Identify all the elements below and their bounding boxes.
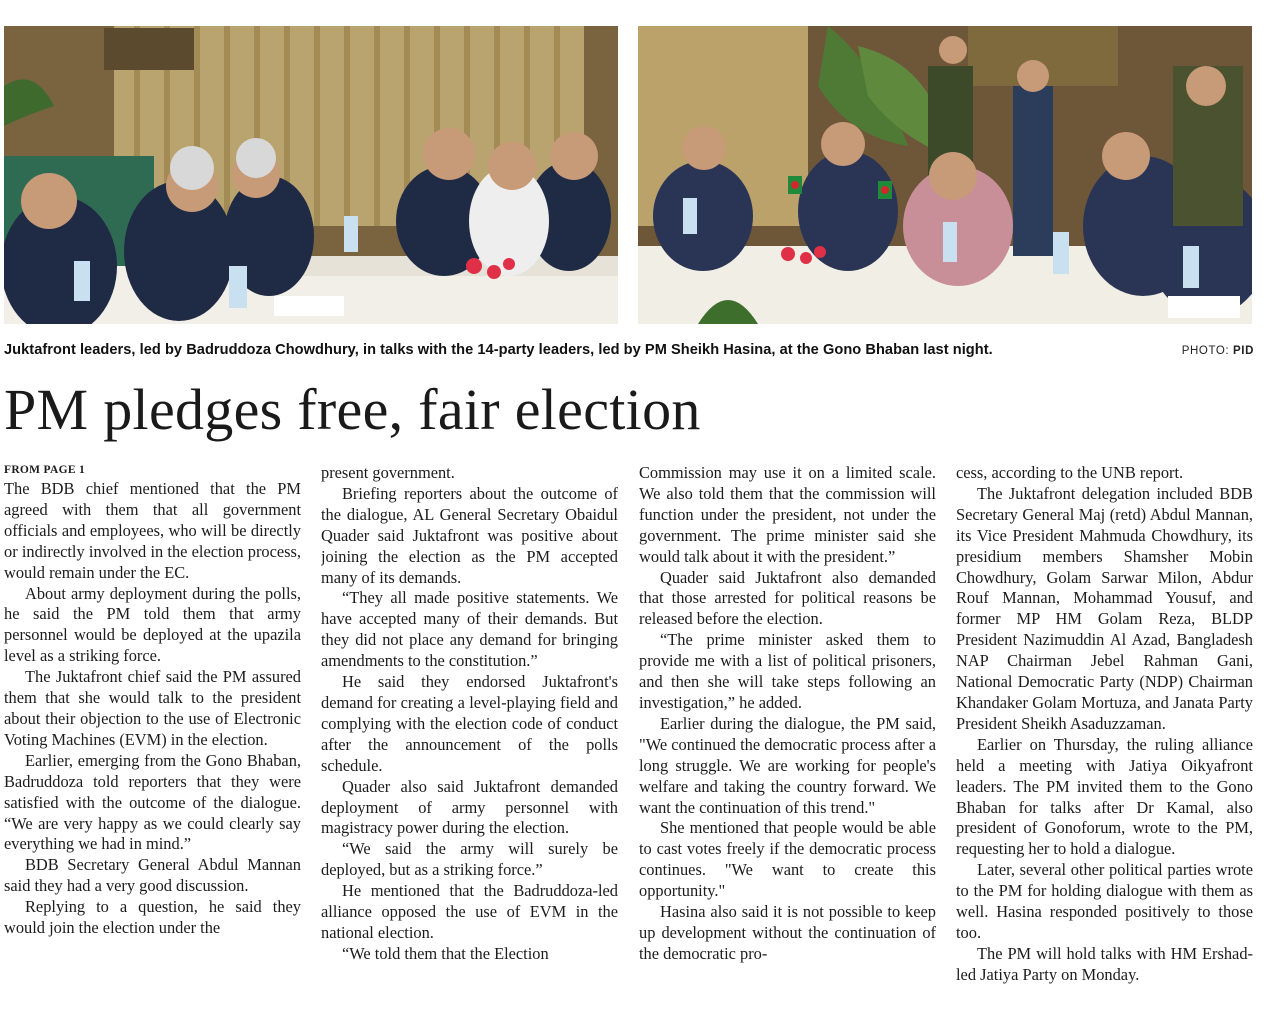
article-column-4 xyxy=(956,463,1253,1033)
paragraph: He mentioned that the Badruddoza-led alliance opposed the use of EVM in the national election. xyxy=(321,881,618,942)
photo-credit-prefix: PHOTO: xyxy=(1181,345,1234,357)
paragraph: “We told them that the Election xyxy=(342,943,549,963)
paragraph: He said they endorsed Juktafront's demand for creating a level-playing field and complying with the election code of conduct after the announcement of the polls schedule. xyxy=(321,672,618,775)
paragraph: Earlier during the dialogue, the PM said, "We continued the democratic process after a long struggle. We are working for people's welfare and taking the country forward. We want the continuation of this trend." xyxy=(639,713,936,817)
paragraph: “We said the army will surely be deployed, but as a striking force.” xyxy=(321,839,618,880)
paragraph: The BDB chief mentioned that the PM agreed with them that all government officials and employees, who will be directly or indirectly involved in the election process, would remain under the EC. xyxy=(4,479,301,582)
photo-14-party-leaders xyxy=(638,26,1252,324)
paragraph: Quader said Juktafront also demanded that those arrested for political reasons be released before the election. xyxy=(639,567,936,629)
paragraph: Quader also said Juktafront demanded deployment of army personnel with magistracy power during the election. xyxy=(321,776,618,838)
article-column-3 xyxy=(639,463,936,1033)
photo-14-party-leaders-image xyxy=(638,26,1252,324)
paragraph: Hasina also said it is not possible to keep up development without the continuation of the democratic pro- xyxy=(639,902,936,963)
photo-juktafront-leaders xyxy=(4,26,618,324)
paragraph: BDB Secretary General Abdul Mannan said they had a very good discussion. xyxy=(4,855,301,896)
paragraph: Earlier, emerging from the Gono Bhaban, Badruddoza told reporters that they were satisfied with the outcome of the dialogue. “We are very happy as we could clearly say everything we had in mind.” xyxy=(4,750,301,854)
paragraph: The Juktafront delegation included BDB Secretary General Maj (retd) Abdul Mannan, its Vice President Mahmuda Chowdhury, its presidium members Shamsher Mobin Chowdhury, Golam Sarwar Milon, Abdur Rouf Mannan, Mohammad Yousuf, and former MP HM Golam Reza, BLDP President Nazimuddin Al Azad, Bangladesh NAP Chairman Jebel Rahman Gani, National Democratic Party (NDP) Chairman Khandaker Golam Mortuza, and Janata Party President Sheikh Asaduzzaman. xyxy=(956,483,1253,733)
paragraph: Earlier on Thursday, the ruling alliance held a meeting with Jatiya Oikyafront leaders. The PM invited them to the Gono Bhaban for talks after Dr Kamal, also president of Gonoforum, wrote to the PM, requesting her to hold a dialogue. xyxy=(956,734,1253,859)
paragraph: “The prime minister asked them to provide me with a list of political prisoners, and then she will take steps following an investigation,” he added. xyxy=(639,630,936,712)
paragraph: The PM will hold talks with HM Ershad-led Jatiya Party on Monday. xyxy=(956,943,1253,984)
photo-caption: Juktafront leaders, led by Badruddoza Chowdhury, in talks with the 14-party leaders, led by PM Sheikh Hasina, at the Gono Bhaban last night. xyxy=(4,342,993,358)
article-column-2 xyxy=(321,463,618,1033)
from-page-label: FROM PAGE 1 xyxy=(4,464,86,476)
paragraph: Commission may use it on a limited scale. We also told them that the commission will function under the president, not under the government. The prime minister said she would talk about it with the president.” xyxy=(639,463,936,566)
headline: PM pledges free, fair election xyxy=(4,377,701,442)
paragraph: “They all made positive statements. We have accepted many of their demands. But they did not place any demand for bringing amendments to the constitution.” xyxy=(321,588,618,671)
photo-credit-source: PID xyxy=(1233,345,1254,357)
paragraph: cess, according to the UNB report. xyxy=(956,463,1184,482)
paragraph: The Juktafront chief said the PM assured them that she would talk to the president about their objection to the use of Electronic Voting Machines (EVM) in the election. xyxy=(4,667,301,749)
article-column-1 xyxy=(4,463,301,1033)
paragraph: Briefing reporters about the outcome of the dialogue, AL General Secretary Obaidul Quader said Juktafront was positive about joining the election as the PM accepted many of its demands. xyxy=(321,483,618,587)
paragraph: About army deployment during the polls, he said the PM told them that army personnel would be deployed at the upazila level as a striking force. xyxy=(4,583,301,666)
photo-juktafront-leaders-image xyxy=(4,26,618,324)
photo-credit xyxy=(1182,345,1254,357)
paragraph: present government. xyxy=(321,463,455,482)
paragraph: Later, several other political parties wrote to the PM for holding dialogue with them as well. Hasina responded positively to those too. xyxy=(956,860,1253,942)
paragraph: She mentioned that people would be able to cast votes freely if the democratic process continues. "We want to create this opportunity." xyxy=(639,818,936,901)
paragraph: Replying to a question, he said they would join the election under the xyxy=(4,897,301,938)
